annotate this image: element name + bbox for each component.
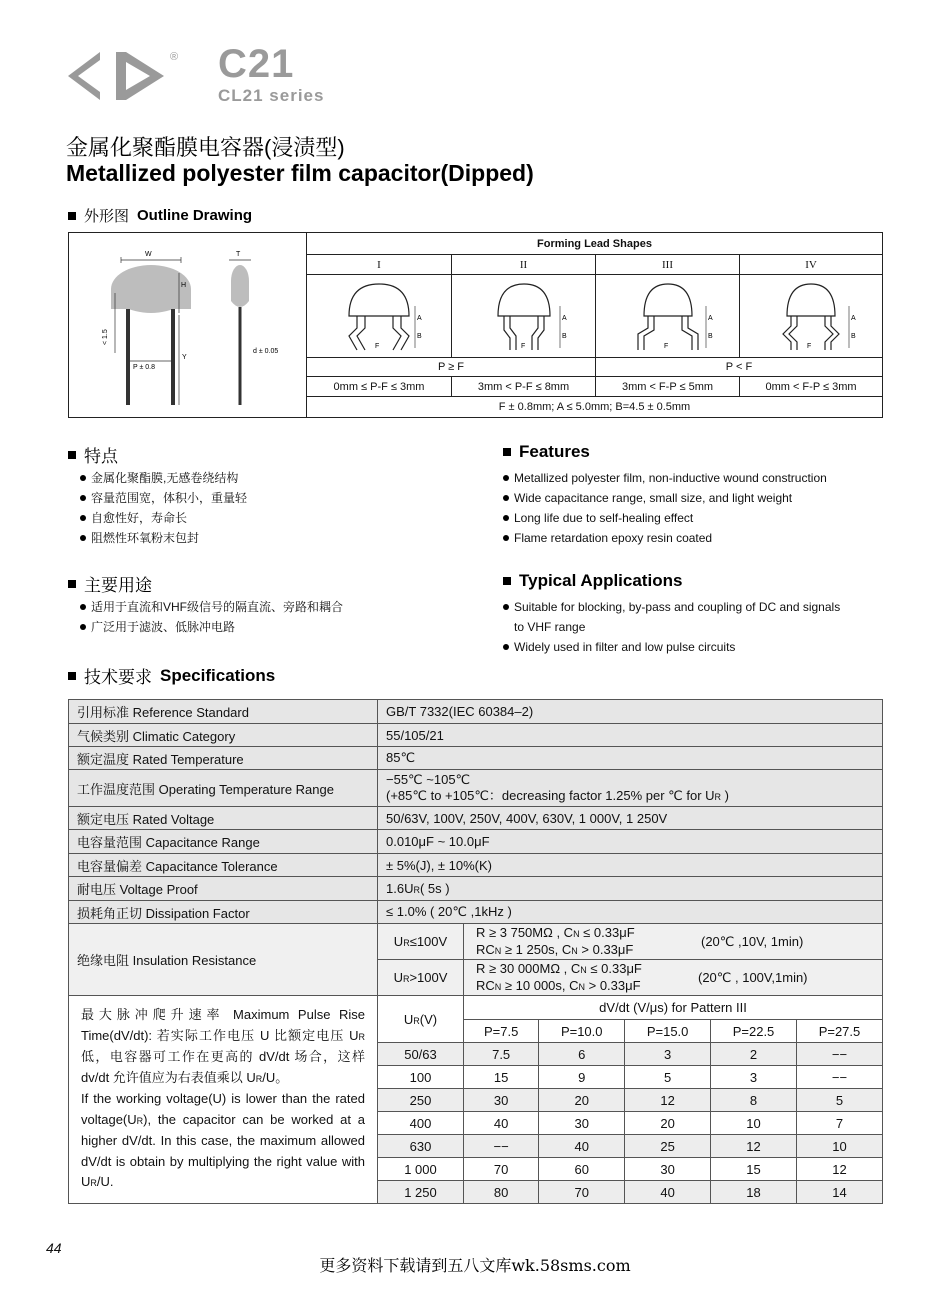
voltage-cell: 50/63 xyxy=(378,1043,464,1066)
dvdt-cell: 40 xyxy=(539,1135,625,1158)
spec-value: ± 5%(J), ± 10%(K) xyxy=(378,854,883,877)
dvdt-cell: 5 xyxy=(625,1066,711,1089)
list-item: Metallized polyester film, non-inductive wound construction xyxy=(503,468,827,488)
dvdt-cell: 12 xyxy=(625,1089,711,1112)
mark-b-3: B xyxy=(707,333,713,340)
spec-value: 85℃ xyxy=(378,747,883,770)
insulation-value: R ≥ 3 750MΩ , CN ≤ 0.33μF RCN ≥ 1 250s, CN > 0.33μF (20℃ ,10V, 1min) xyxy=(464,924,883,960)
dvdt-cell: 15 xyxy=(711,1158,797,1181)
dvdt-cell: 70 xyxy=(464,1158,539,1181)
dvdt-cell: 80 xyxy=(464,1181,539,1204)
dim-w: W xyxy=(145,251,152,258)
table-row xyxy=(69,700,883,724)
spec-value: 55/105/21 xyxy=(378,724,883,747)
model-number: C21 xyxy=(218,42,295,86)
table-row xyxy=(69,747,883,770)
spec-label: 工作温度范围 Operating Temperature Range xyxy=(69,770,378,807)
spec-label: 气候类别 Climatic Category xyxy=(69,724,378,747)
voltage-cell: 100 xyxy=(378,1066,464,1089)
dvdt-cell: 20 xyxy=(625,1112,711,1135)
spec-heading: 技术要求 Specifications xyxy=(68,663,275,688)
dvdt-cell: 30 xyxy=(464,1089,539,1112)
spec-label: 额定电压 Rated Voltage xyxy=(69,807,378,830)
spec-value: GB/T 7332(IEC 60384–2) xyxy=(378,700,883,724)
dvdt-cell: 12 xyxy=(711,1135,797,1158)
dvdt-cell: −− xyxy=(796,1066,882,1089)
mark-f-1: F xyxy=(375,343,380,350)
shape-drawing-4 xyxy=(740,275,882,357)
shape-drawing-2 xyxy=(452,275,596,357)
pitch-header: P=15.0 xyxy=(625,1020,711,1043)
registered-mark: ® xyxy=(170,51,179,63)
pitch-header: P=22.5 xyxy=(711,1020,797,1043)
range-3: 3mm < F-P ≤ 5mm xyxy=(596,377,740,396)
spec-label: 电容量范围 Capacitance Range xyxy=(69,830,378,854)
spec-label: 电容量偏差 Capacitance Tolerance xyxy=(69,854,378,877)
spec-label: 引用标准 Reference Standard xyxy=(69,700,378,724)
capacitor-dimension-drawing xyxy=(69,233,307,417)
table-row xyxy=(69,770,883,807)
dvdt-header: dV/dt (V/μs) for Pattern III xyxy=(464,996,883,1020)
dvdt-cell: 3 xyxy=(625,1043,711,1066)
list-item: 广泛用于滤波、低脉冲电路 xyxy=(80,617,343,637)
dvdt-cell: −− xyxy=(796,1043,882,1066)
spec-label: 绝缘电阻 Insulation Resistance xyxy=(69,924,378,996)
list-item: 阻燃性环氧粉末包封 xyxy=(80,528,247,548)
dvdt-cell: 30 xyxy=(539,1112,625,1135)
voltage-cell: 400 xyxy=(378,1112,464,1135)
title-english: Metallized polyester film capacitor(Dipped) xyxy=(66,160,534,186)
list-item: Wide capacitance range, small size, and light weight xyxy=(503,488,827,508)
spec-value: 50/63V, 100V, 250V, 400V, 630V, 1 000V, 1 250V xyxy=(378,807,883,830)
spec-value: 1.6UR( 5s ) xyxy=(378,877,883,901)
mark-a-2: A xyxy=(561,315,567,322)
list-item: Long life due to self-healing effect xyxy=(503,508,827,528)
table-row xyxy=(69,996,883,1020)
list-item: Flame retardation epoxy resin coated xyxy=(503,528,827,548)
spec-value: −55℃ ~105℃ (+85℃ to +105℃：decreasing factor 1.25% per ℃ for UR ) xyxy=(378,770,883,807)
features-list-en xyxy=(503,468,827,548)
dvdt-cell: 12 xyxy=(796,1158,882,1181)
dvdt-cell: 15 xyxy=(464,1066,539,1089)
dvdt-cell: 25 xyxy=(625,1135,711,1158)
voltage-range: UR>100V xyxy=(378,960,464,996)
dvdt-cell: 2 xyxy=(711,1043,797,1066)
pitch-header: P=10.0 xyxy=(539,1020,625,1043)
table-row xyxy=(69,807,883,830)
dvdt-cell: 10 xyxy=(796,1135,882,1158)
spec-label: 损耗角正切 Dissipation Factor xyxy=(69,901,378,924)
dim-pitch: P ± 0.8 xyxy=(133,364,156,371)
dvdt-cell: 6 xyxy=(539,1043,625,1066)
voltage-cell: 1 000 xyxy=(378,1158,464,1181)
dvdt-cell: 10 xyxy=(711,1112,797,1135)
dvdt-cell: 70 xyxy=(539,1181,625,1204)
dim-lead-length: < 1.5 xyxy=(102,329,109,345)
forming-lead-shapes xyxy=(307,233,882,417)
range-4: 0mm < F-P ≤ 3mm xyxy=(765,380,857,393)
applications-heading-en: Typical Applications xyxy=(503,571,682,591)
pitch-header: P=7.5 xyxy=(464,1020,539,1043)
brand-logo xyxy=(66,46,181,106)
list-item: Widely used in filter and low pulse circuits xyxy=(503,637,840,657)
dvdt-cell: 7 xyxy=(796,1112,882,1135)
voltage-cell: 250 xyxy=(378,1089,464,1112)
mark-b-2: B xyxy=(561,333,567,340)
applications-heading-cn: 主要用途 xyxy=(68,571,152,596)
dvdt-cell: −− xyxy=(464,1135,539,1158)
features-heading-en: Features xyxy=(503,442,590,462)
dim-y: Y xyxy=(182,354,187,361)
list-item: 容量范围宽，体积小，重量轻 xyxy=(80,488,247,508)
spec-value: ≤ 1.0% ( 20℃ ,1kHz ) xyxy=(378,901,883,924)
list-item: 金属化聚酯膜,无感卷绕结构 xyxy=(80,468,247,488)
dvdt-cell: 40 xyxy=(464,1112,539,1135)
ur-header: UR(V) xyxy=(378,996,464,1043)
condition-p-ge-f: P ≥ F xyxy=(307,358,596,376)
shape-label-2: II xyxy=(452,255,596,274)
dvdt-cell: 20 xyxy=(539,1089,625,1112)
list-item: Suitable for blocking, by-pass and coupling of DC and signals xyxy=(503,597,840,617)
table-row xyxy=(69,854,883,877)
insulation-value: R ≥ 30 000MΩ , CN ≤ 0.33μF RCN ≥ 10 000s, CN > 0.33μF (20℃ , 100V,1min) xyxy=(464,960,883,996)
mark-b-1: B xyxy=(417,333,422,340)
applications-list-en xyxy=(503,597,840,657)
spec-label: 额定温度 Rated Temperature xyxy=(69,747,378,770)
features-heading-cn: 特点 xyxy=(68,442,118,467)
mark-b-4: B xyxy=(851,333,856,340)
pulse-description: 最大脉冲爬升速率 Maximum Pulse Rise Time(dV/dt): 若实际工作电压 U 比额定电压 UR 低，电容器可工作在更高的 dV/dt 场合，这样 dv/dt 允许值应为右表值乘以 UR/U。 If the working voltage(U) is lower than the rated voltage(UR), the capacitor can be worked at a higher dV/dt. In this case, the maximum allowed dV/dt is obtain by multiplying the right value with UR/U. xyxy=(69,996,378,1204)
dvdt-cell: 30 xyxy=(625,1158,711,1181)
table-row xyxy=(69,877,883,901)
mark-a-1: A xyxy=(417,315,422,322)
table-row xyxy=(69,924,883,960)
list-item: 适用于直流和VHF级信号的隔直流、旁路和耦合 xyxy=(80,597,343,617)
mark-f-2: F xyxy=(520,343,525,350)
forming-title: Forming Lead Shapes xyxy=(537,237,652,250)
shape-label-1: I xyxy=(307,255,452,274)
dvdt-cell: 40 xyxy=(625,1181,711,1204)
spec-value: 0.010μF ~ 10.0μF xyxy=(378,830,883,854)
voltage-range: UR≤100V xyxy=(378,924,464,960)
dvdt-cell: 8 xyxy=(711,1089,797,1112)
table-row xyxy=(69,901,883,924)
dvdt-cell: 60 xyxy=(539,1158,625,1181)
shape-drawing-3 xyxy=(596,275,740,357)
specifications-table xyxy=(68,699,883,1204)
dim-diameter: d ± 0.05 xyxy=(253,348,279,355)
table-row xyxy=(69,724,883,747)
pitch-header: P=27.5 xyxy=(796,1020,882,1043)
title-chinese: 金属化聚酯膜电容器(浸渍型) xyxy=(66,135,345,160)
features-list-cn xyxy=(80,468,247,548)
mark-a-3: A xyxy=(707,315,713,322)
applications-list-cn xyxy=(80,597,343,637)
series-name: CL21 series xyxy=(218,86,325,105)
voltage-cell: 630 xyxy=(378,1135,464,1158)
dvdt-cell: 5 xyxy=(796,1089,882,1112)
mark-f-3: F xyxy=(663,343,668,350)
page-number: 44 xyxy=(46,1240,62,1256)
condition-p-lt-f: P < F xyxy=(725,361,753,373)
mark-a-4: A xyxy=(851,315,856,322)
mark-f-4: F xyxy=(807,343,812,350)
spec-label: 耐电压 Voltage Proof xyxy=(69,877,378,901)
dvdt-cell: 14 xyxy=(796,1181,882,1204)
shape-label-3: III xyxy=(596,255,740,274)
dvdt-cell: 18 xyxy=(711,1181,797,1204)
range-2: 3mm < P-F ≤ 8mm xyxy=(452,377,596,396)
voltage-cell: 1 250 xyxy=(378,1181,464,1204)
dvdt-cell: 9 xyxy=(539,1066,625,1089)
outline-heading: 外形图 Outline Drawing xyxy=(68,205,252,226)
list-item: 自愈性好，寿命长 xyxy=(80,508,247,528)
dim-t: T xyxy=(236,251,241,258)
shape-drawing-1 xyxy=(307,275,452,357)
dim-h: H xyxy=(181,282,187,289)
dvdt-cell: 3 xyxy=(711,1066,797,1089)
table-row xyxy=(69,830,883,854)
outline-drawing-box xyxy=(68,232,883,418)
shape-label-4: IV xyxy=(805,258,817,271)
dvdt-cell: 7.5 xyxy=(464,1043,539,1066)
forming-note: F ± 0.8mm; A ≤ 5.0mm; B=4.5 ± 0.5mm xyxy=(498,401,691,413)
footer-download-text: 更多资料下载请到五八文库wk.58sms.com xyxy=(319,1256,631,1275)
list-item-continuation: to VHF range xyxy=(514,620,586,634)
range-1: 0mm ≤ P-F ≤ 3mm xyxy=(307,377,452,396)
